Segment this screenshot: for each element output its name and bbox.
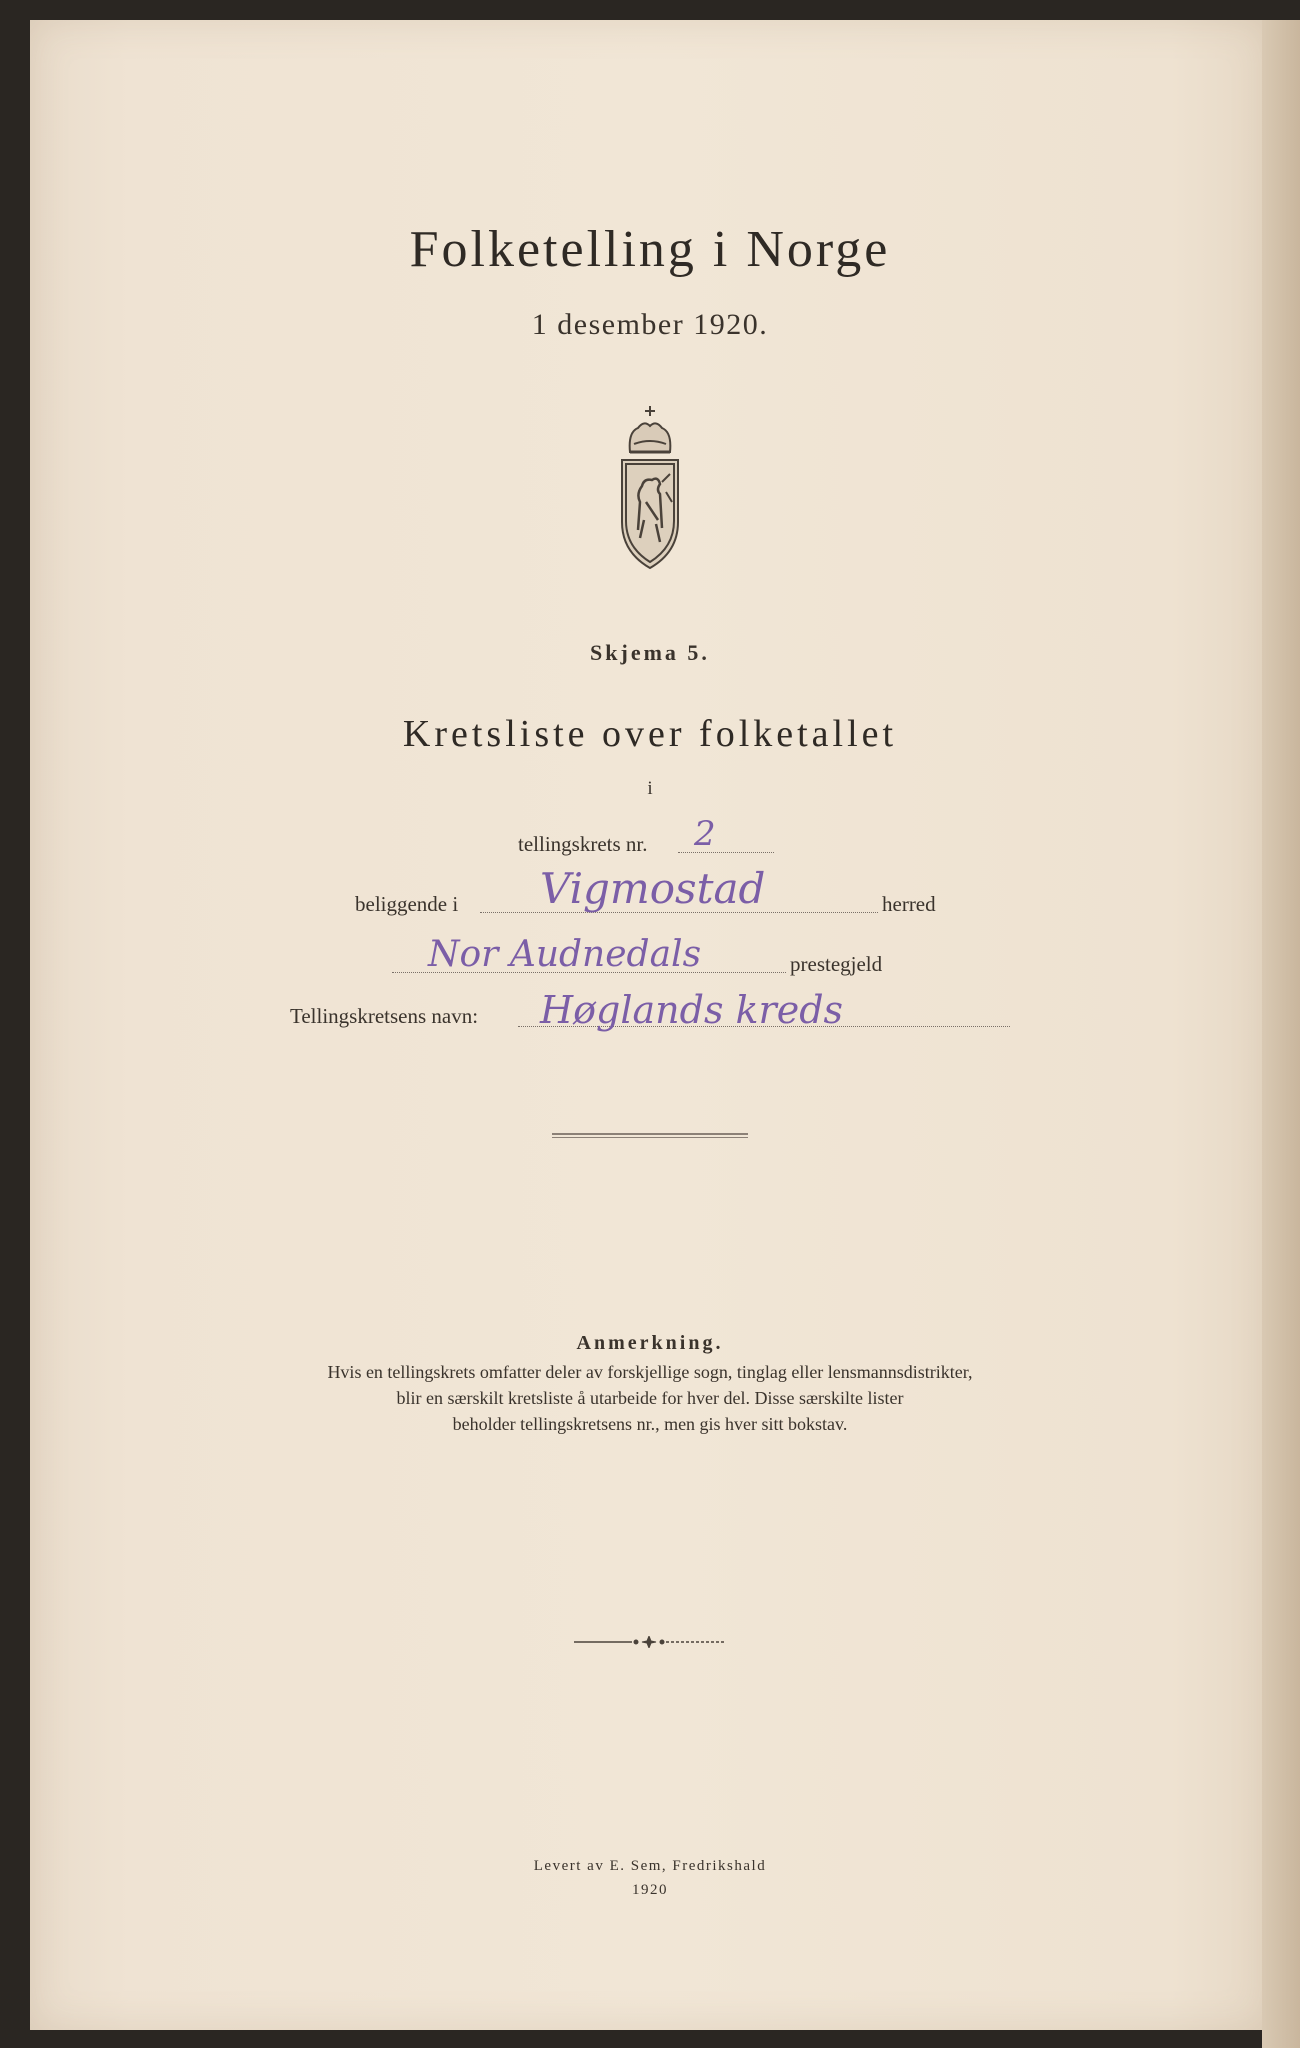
census-date: 1 desember 1920. bbox=[531, 308, 769, 341]
list-title: Kretsliste over folketallet bbox=[402, 713, 898, 755]
remark-heading: Anmerkning. bbox=[576, 1332, 724, 1354]
district-number-line bbox=[678, 852, 774, 853]
municipality-label: beliggende i bbox=[355, 892, 459, 916]
separator-line-thin bbox=[552, 1137, 748, 1138]
form-label: Skjema 5. bbox=[590, 640, 710, 665]
district-number-value: 2 bbox=[694, 814, 716, 854]
remark-line-3: beholder tellingskretsens nr., men gis hver sitt bokstav. bbox=[452, 1414, 848, 1434]
prestegjeld-label: prestegjeld bbox=[790, 952, 883, 976]
document-title: Folketelling i Norge bbox=[409, 221, 891, 278]
ornament-divider-icon bbox=[574, 1636, 724, 1648]
district-name-label: Tellingskretsens navn: bbox=[290, 1004, 479, 1028]
municipality-value: Vigmostad bbox=[540, 864, 766, 913]
connector-word: i bbox=[647, 778, 653, 799]
herred-label: herred bbox=[882, 892, 936, 916]
district-name-value: Høglands kreds bbox=[540, 988, 844, 1032]
norwegian-coat-of-arms-icon bbox=[600, 402, 700, 572]
printer-credit: Levert av E. Sem, Fredrikshald bbox=[533, 1858, 767, 1874]
separator-line bbox=[552, 1133, 748, 1135]
remark-line-2: blir en særskilt kretsliste å utarbeide for hver del. Disse særskilte lister bbox=[396, 1388, 904, 1408]
printer-year: 1920 bbox=[632, 1882, 668, 1898]
remark-line-1: Hvis en tellingskrets omfatter deler av forskjellige sogn, tinglag eller lensmannsdistrikter, bbox=[327, 1362, 973, 1382]
parish-value: Nor Audnedals bbox=[428, 934, 702, 975]
district-number-label: tellingskrets nr. bbox=[518, 832, 648, 856]
